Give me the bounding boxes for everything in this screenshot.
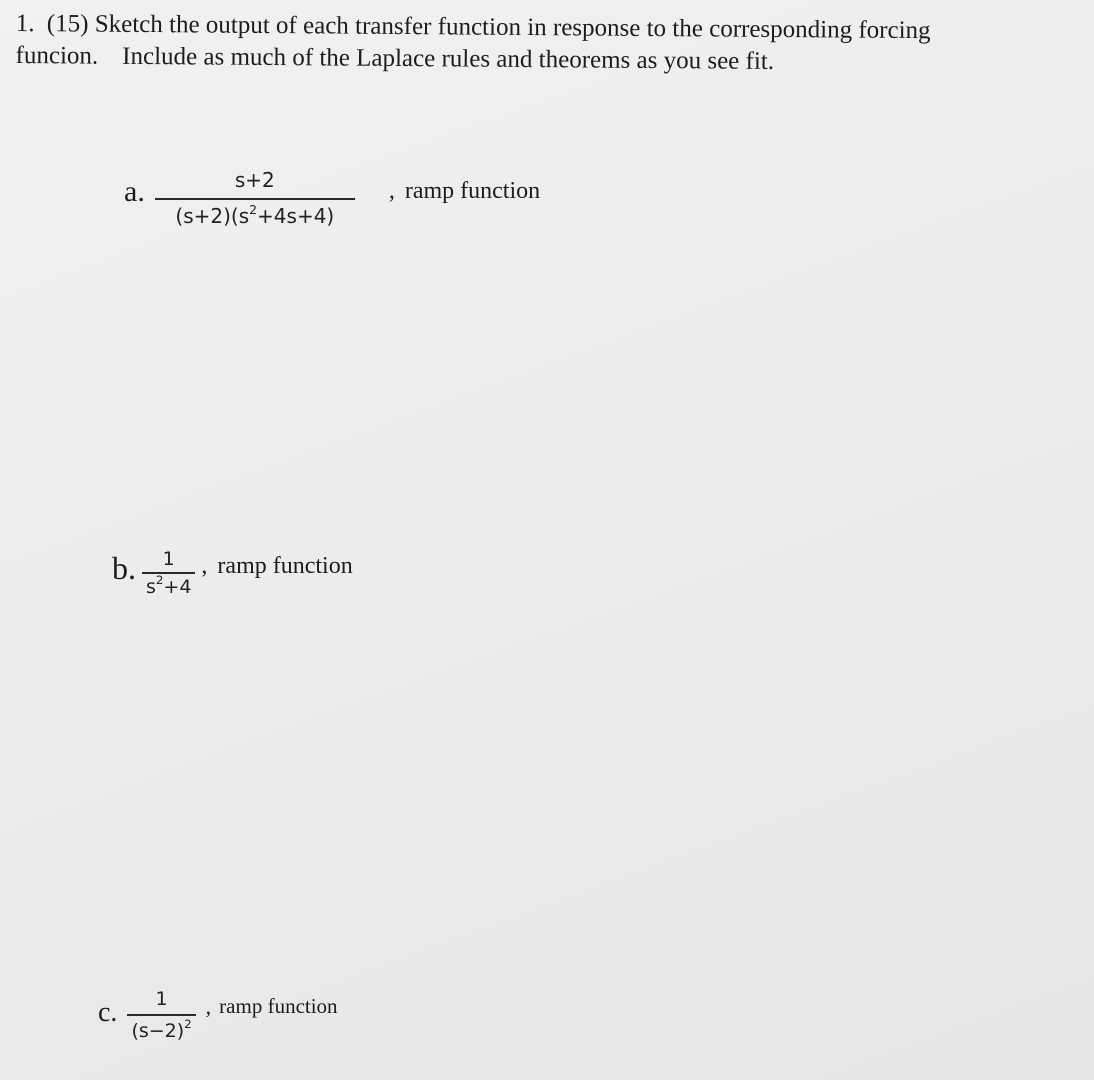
transfer-function-fraction <box>155 168 355 228</box>
fraction-denominator <box>142 574 195 598</box>
fraction-denominator <box>127 1016 195 1042</box>
question-text-line-2a: funcion. <box>15 41 99 70</box>
problem-item-b <box>112 548 353 598</box>
question-points: (15) <box>46 10 89 38</box>
forcing-function-label: ramp function <box>217 553 353 580</box>
separator-comma: , <box>201 553 208 580</box>
item-label: a. <box>124 174 145 208</box>
denominator-base: s <box>146 575 156 598</box>
item-label: c. <box>98 996 118 1028</box>
question-prompt <box>15 6 1086 82</box>
fraction-numerator: 1 <box>162 548 175 570</box>
fraction-numerator: s+2 <box>234 168 275 192</box>
separator-comma: , <box>388 178 395 205</box>
fraction-denominator <box>171 200 338 228</box>
question-text-line-1: Sketch the output of each transfer function in response to the corresponding forcing <box>94 10 931 45</box>
problem-item-a <box>124 168 540 228</box>
denominator-base: (s−2) <box>131 1019 185 1042</box>
denominator-exponent: 2 <box>249 201 258 217</box>
separator-comma: , <box>205 993 212 1019</box>
forcing-function-label: ramp function <box>404 178 541 205</box>
transfer-function-fraction <box>142 548 195 598</box>
question-number: 1. <box>15 9 35 38</box>
denominator-exponent: 2 <box>184 1017 192 1031</box>
transfer-function-fraction <box>127 988 195 1042</box>
denominator-tail: +4 <box>163 575 192 598</box>
fraction-numerator: 1 <box>155 988 168 1010</box>
item-label: b. <box>112 550 136 587</box>
denominator-tail: +4s+4) <box>257 203 335 228</box>
question-text-line-2b: Include as much of the Laplace rules and theorems as you see fit. <box>122 42 775 75</box>
denominator-exponent: 2 <box>155 573 164 587</box>
forcing-function-label: ramp function <box>219 994 338 1019</box>
denominator-base: (s+2)(s <box>175 203 250 228</box>
problem-item-c <box>98 988 338 1042</box>
